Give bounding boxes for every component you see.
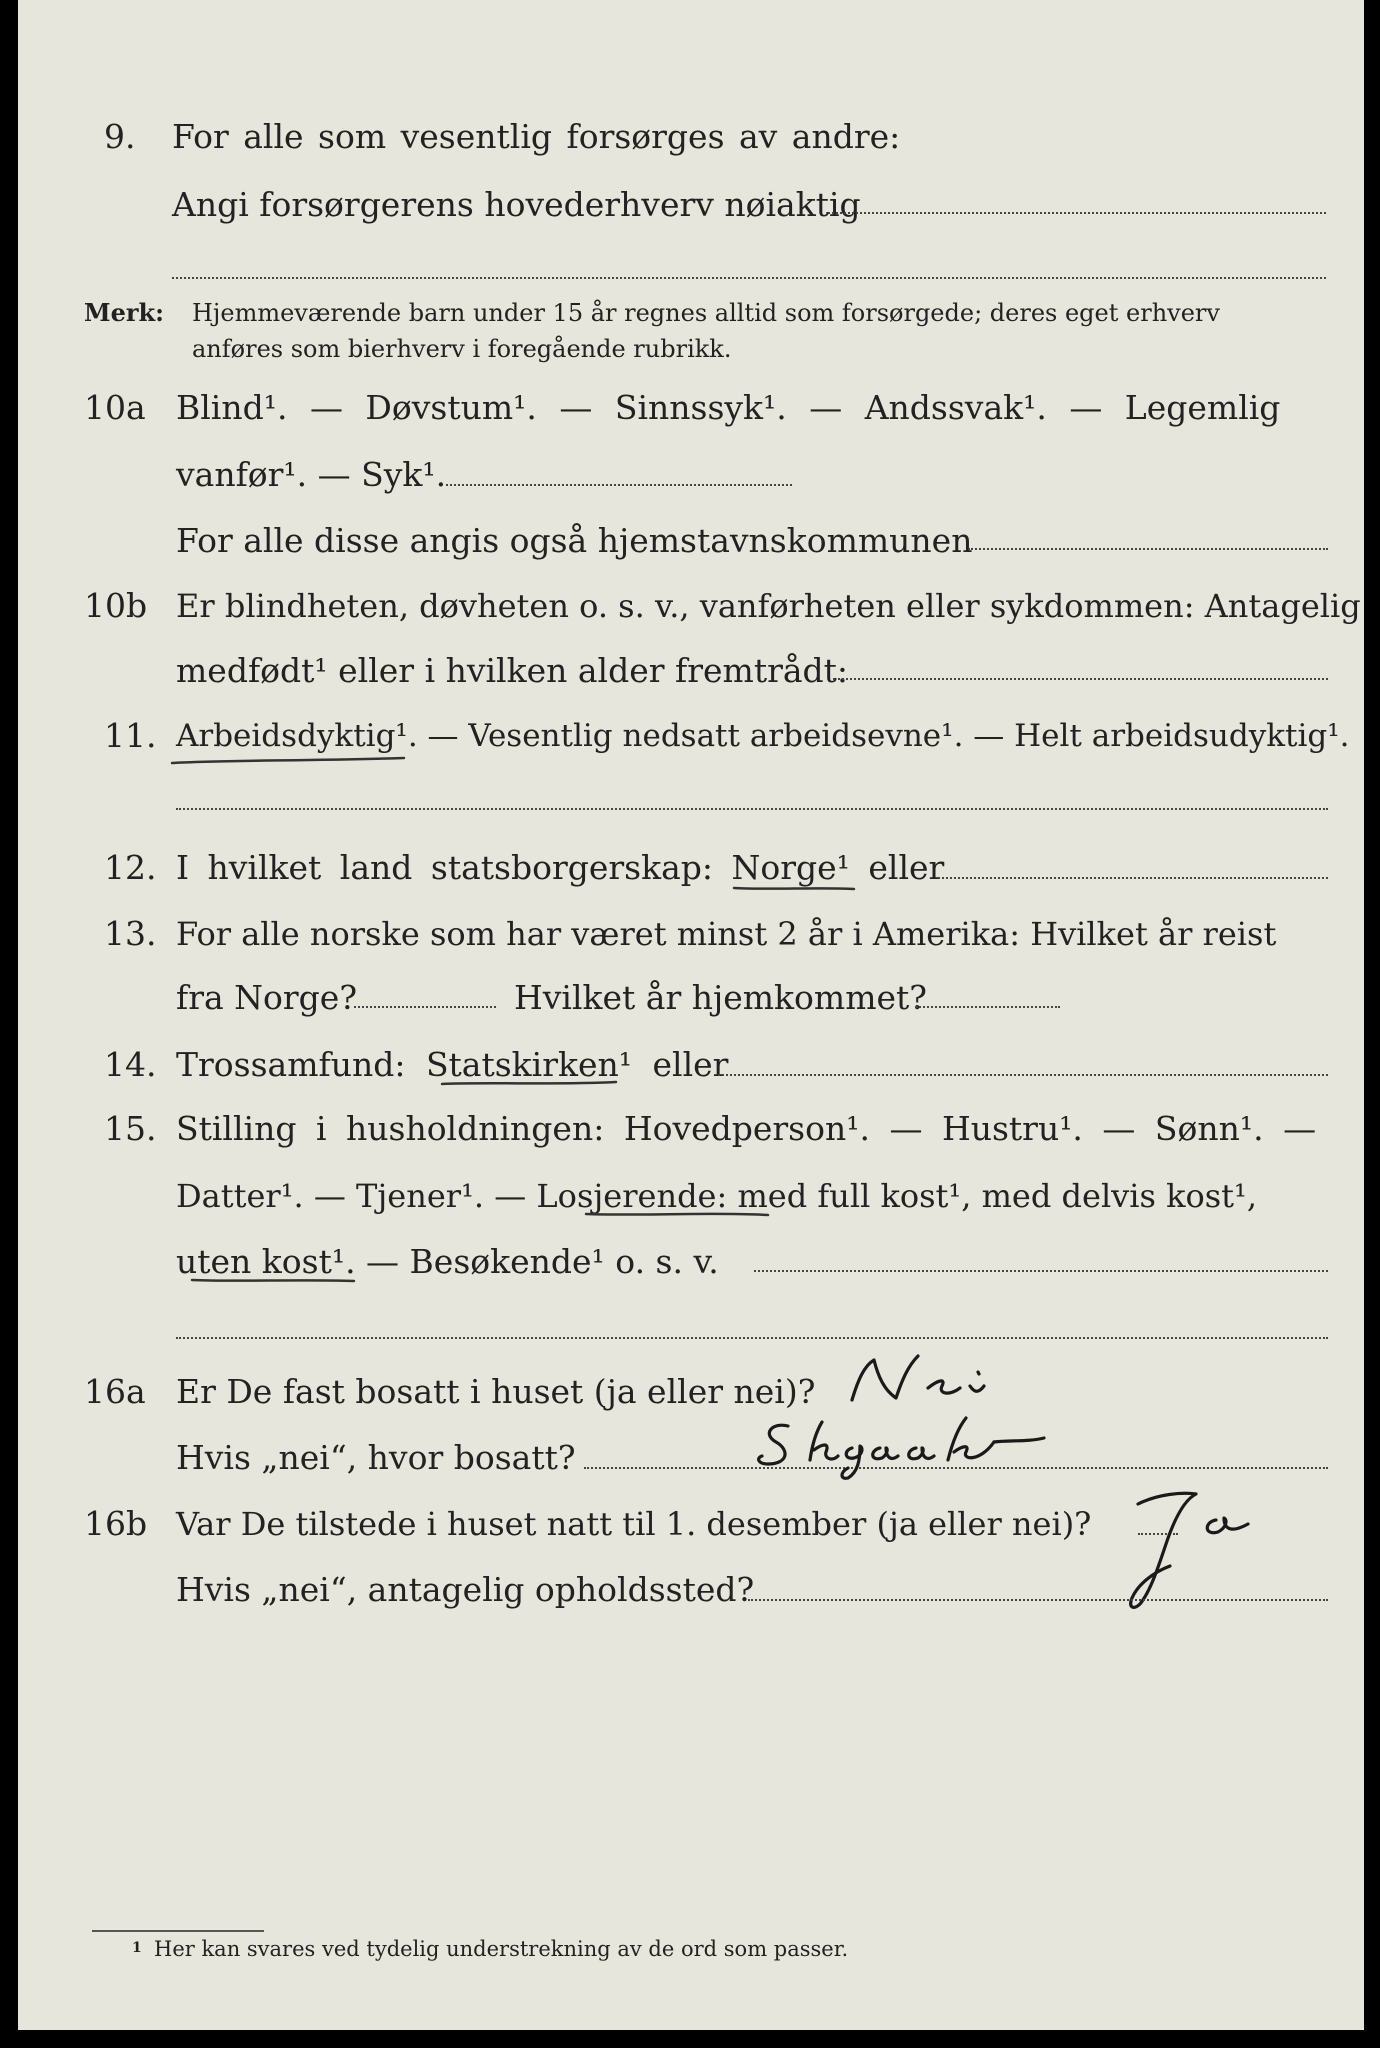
merk-label: Merk: [84,298,164,327]
q12-answer-dotline[interactable] [938,877,1328,879]
q13-departure-dotline[interactable] [354,1006,496,1008]
q10b-line2: medfødt¹ eller i hvilken alder fremtrådt: [176,651,849,690]
merk-line2: anføres som bierhverv i foregående rubrikk. [192,335,732,363]
q10a-answer-dotline[interactable] [446,484,792,486]
q9-line2: Angi forsørgerens hovederhverv nøiaktig [172,185,861,224]
footnote-text: Her kan svares ved tydelig understrekning av de ord som passer. [154,1937,849,1961]
q15-line3: uten kost¹. — Besøkende¹ o. s. v. [176,1242,719,1281]
q15-number: 15. [104,1109,157,1148]
q9-number: 9. [104,117,136,156]
q15-handwritten-underline-2 [188,1272,358,1288]
q16a-number: 16a [84,1372,146,1411]
q10b-number: 10b [84,586,148,625]
q13-number: 13. [104,914,157,953]
q11-handwritten-underline [168,752,408,772]
q14-handwritten-underline [438,1075,622,1091]
q15-line1: Stilling i husholdningen: Hovedperson¹. — Hustru¹. — Sønn¹. — [176,1109,1317,1148]
q16a-line2: Hvis „nei“, hvor bosatt? [176,1438,576,1477]
q12-handwritten-underline [730,880,860,896]
q15-answer-dotline[interactable] [754,1270,1328,1272]
q16b-line2: Hvis „nei“, antagelig opholdssted? [176,1570,755,1609]
census-form-page [18,0,1364,2030]
q16b-line1: Var De tilstede i huset natt til 1. desember (ja eller nei)? [176,1505,1092,1543]
q10a-line2: vanfør¹. — Syk¹. [176,455,447,494]
q13-line2a: fra Norge? [176,978,358,1017]
q9-answer-dotline-2[interactable] [172,277,1326,279]
q13-return-dotline[interactable] [916,1006,1060,1008]
q16a-handwritten-answer-place [748,1412,1128,1482]
q16b-number: 16b [84,1504,148,1543]
q10b-line1: Er blindheten, døvheten o. s. v., vanførheten eller sykdommen: Antagelig [176,587,1361,625]
q9-answer-dotline[interactable] [828,212,1326,214]
q14-number: 14. [104,1045,157,1084]
footnote-mark: 1 [132,1940,142,1956]
merk-line1: Hjemmeværende barn under 15 år regnes alltid som forsørgede; deres eget erhverv [192,299,1220,327]
q13-line2b: Hvilket år hjemkommet? [514,978,927,1017]
footnote-separator [92,1930,264,1932]
q11-number: 11. [104,716,157,755]
q11-line1: Arbeidsdyktig¹. — Vesentlig nedsatt arbeidsevne¹. — Helt arbeidsudyktig¹. [176,718,1350,754]
q11-answer-dotline[interactable] [176,808,1328,810]
q15-line2: Datter¹. — Tjener¹. — Losjerende: med full kost¹, med delvis kost¹, [176,1177,1258,1215]
q16a-handwritten-answer-nei [838,1350,1038,1410]
q15-answer-dotline-2[interactable] [176,1337,1328,1339]
q10a-line1: Blind¹. — Døvstum¹. — Sinnssyk¹. — Andssvak¹. — Legemlig [176,388,1281,427]
q12-number: 12. [104,848,157,887]
q16b-opholdssted-dotline[interactable] [748,1599,1328,1601]
q10a-hometown-dotline[interactable] [968,548,1328,550]
q9-line1: For alle som vesentlig forsørges av andre: [172,117,901,156]
q16a-line1: Er De fast bosatt i huset (ja eller nei)? [176,1372,816,1411]
q10a-line3: For alle disse angis også hjemstavnskommunen [176,521,973,560]
q10a-number: 10a [84,388,146,427]
q14-answer-dotline[interactable] [718,1074,1328,1076]
q14-line1: Trossamfund: Statskirken¹ eller [176,1045,729,1084]
q12-line1: I hvilket land statsborgerskap: Norge¹ eller [176,848,945,887]
q13-line1: For alle norske som har været minst 2 år i Amerika: Hvilket år reist [176,915,1277,953]
q10b-answer-dotline[interactable] [833,678,1328,680]
q15-handwritten-underline-1 [582,1206,772,1222]
